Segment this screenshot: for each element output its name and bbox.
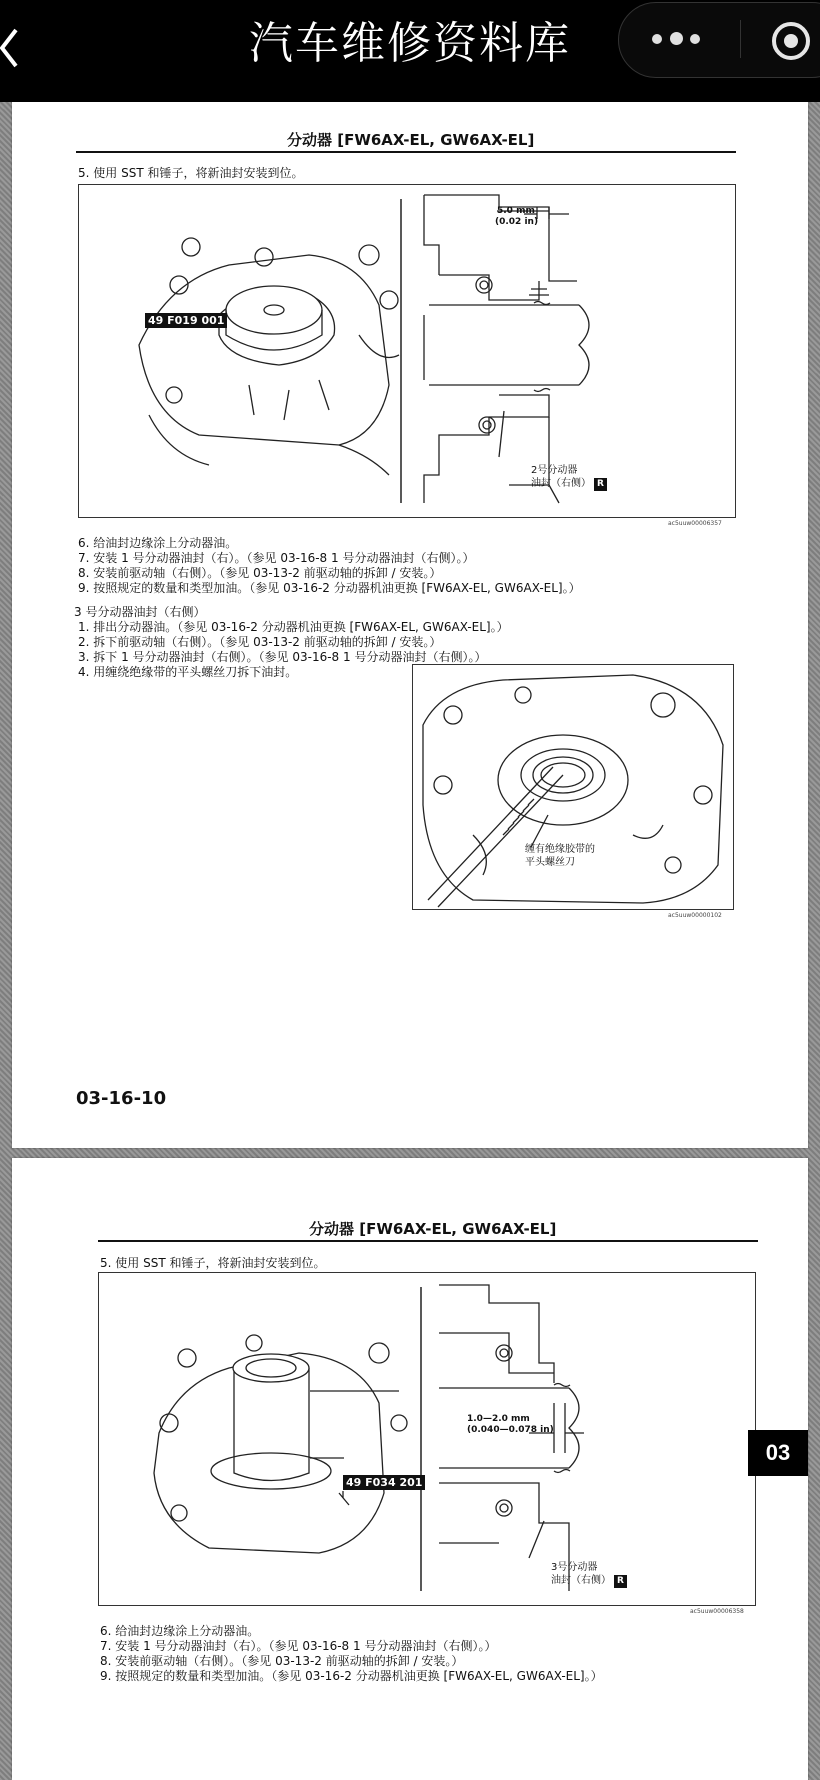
close-circle-icon xyxy=(770,20,812,62)
seal-label-3: 3号分动器 xyxy=(551,1562,598,1573)
dimension-label-2: (0.02 in) xyxy=(495,217,539,227)
figure-id-2: ac5uuw00000102 xyxy=(668,912,722,919)
step-9-p2: 9. 按照规定的数量和类型加油。（参见 03-16-2 分动器机油更换 [FW6AX-EL, GW6AX-EL]。） xyxy=(100,1669,603,1683)
seal-label-4-text: 油封（右侧） xyxy=(551,1575,611,1586)
seal-removal-illustration xyxy=(413,665,733,909)
tool-callout: 49 F019 001 xyxy=(145,313,227,328)
manual-page-1 xyxy=(12,102,808,1148)
more-button[interactable] xyxy=(648,22,708,56)
more-dot-right xyxy=(690,34,700,44)
seal-label-2-text: 油封（右侧） xyxy=(531,478,591,489)
step-5: 5. 使用 SST 和锤子，将新油封安装到位。 xyxy=(78,166,304,180)
manual-page-2 xyxy=(12,1158,808,1780)
right-side-mark: R xyxy=(594,478,607,491)
dimension-label-3: 1.0—2.0 mm xyxy=(467,1414,530,1424)
step-7-p2: 7. 安装 1 号分动器油封（右）。（参见 03-16-8 1 号分动器油封（右侧）。） xyxy=(100,1639,497,1653)
figure-seal-install xyxy=(78,184,736,518)
dimension-label-4: (0.040—0.078 in) xyxy=(467,1425,554,1435)
step-1: 1. 排出分动器油。（参见 03-16-2 分动器机油更换 [FW6AX-EL, GW6AX-EL]。） xyxy=(78,620,509,634)
app-title: 汽车维修资料库 xyxy=(249,18,571,69)
top-bar xyxy=(0,0,820,102)
tool-label-1: 缠有绝缘胶带的 xyxy=(525,844,595,855)
page-header-2: 分动器 [FW6AX-EL, GW6AX-EL] xyxy=(309,1220,557,1238)
seal-label-2 xyxy=(531,477,607,491)
step-4: 4. 用缠绕绝缘带的平头螺丝刀拆下油封。 xyxy=(78,665,298,679)
capsule-divider xyxy=(740,20,741,58)
header-rule xyxy=(76,151,736,153)
right-side-mark-2: R xyxy=(614,1575,627,1588)
figure-seal-removal xyxy=(412,664,734,910)
back-button[interactable] xyxy=(0,26,20,70)
step-6-p2: 6. 给油封边缘涂上分动器油。 xyxy=(100,1624,260,1638)
tool-callout-2: 49 F034 201 xyxy=(343,1475,425,1490)
step-8: 8. 安装前驱动轴（右侧）。（参见 03-13-2 前驱动轴的拆卸 / 安装。） xyxy=(78,566,442,580)
figure-seal-install-2 xyxy=(98,1272,756,1606)
close-button[interactable] xyxy=(770,20,812,62)
page-header: 分动器 [FW6AX-EL, GW6AX-EL] xyxy=(287,131,535,149)
step-6: 6. 给油封边缘涂上分动器油。 xyxy=(78,536,238,550)
page-number: 03-16-10 xyxy=(76,1088,167,1109)
seal-install-illustration xyxy=(79,185,735,517)
step-8-p2: 8. 安装前驱动轴（右侧）。（参见 03-13-2 前驱动轴的拆卸 / 安装。） xyxy=(100,1654,464,1668)
more-dot-center xyxy=(670,32,683,45)
step-2: 2. 拆下前驱动轴（右侧）。（参见 03-13-2 前驱动轴的拆卸 / 安装。） xyxy=(78,635,442,649)
step-5-p2: 5. 使用 SST 和锤子，将新油封安装到位。 xyxy=(100,1256,326,1270)
chapter-tab[interactable]: 03 xyxy=(748,1430,808,1476)
tool-label-2: 平头螺丝刀 xyxy=(525,857,575,868)
step-3: 3. 拆下 1 号分动器油封（右侧）。（参见 03-16-8 1 号分动器油封（右侧）。） xyxy=(78,650,487,664)
step-9: 9. 按照规定的数量和类型加油。（参见 03-16-2 分动器机油更换 [FW6AX-EL, GW6AX-EL]。） xyxy=(78,581,581,595)
step-7: 7. 安装 1 号分动器油封（右）。（参见 03-16-8 1 号分动器油封（右侧）。） xyxy=(78,551,475,565)
seal-label-1: 2号分动器 xyxy=(531,465,578,476)
figure-id: ac5uuw00006357 xyxy=(668,520,722,527)
figure-id-3: ac5uuw00006358 xyxy=(690,1608,744,1615)
header-rule-2 xyxy=(98,1240,758,1242)
dimension-label-1: 5.0 mm xyxy=(497,206,535,216)
section-title: 3 号分动器油封（右侧） xyxy=(74,605,206,619)
seal-install-illustration-2 xyxy=(99,1273,755,1605)
more-dots-icon xyxy=(652,34,662,44)
seal-label-4 xyxy=(551,1574,627,1588)
chevron-left-icon xyxy=(0,26,20,70)
